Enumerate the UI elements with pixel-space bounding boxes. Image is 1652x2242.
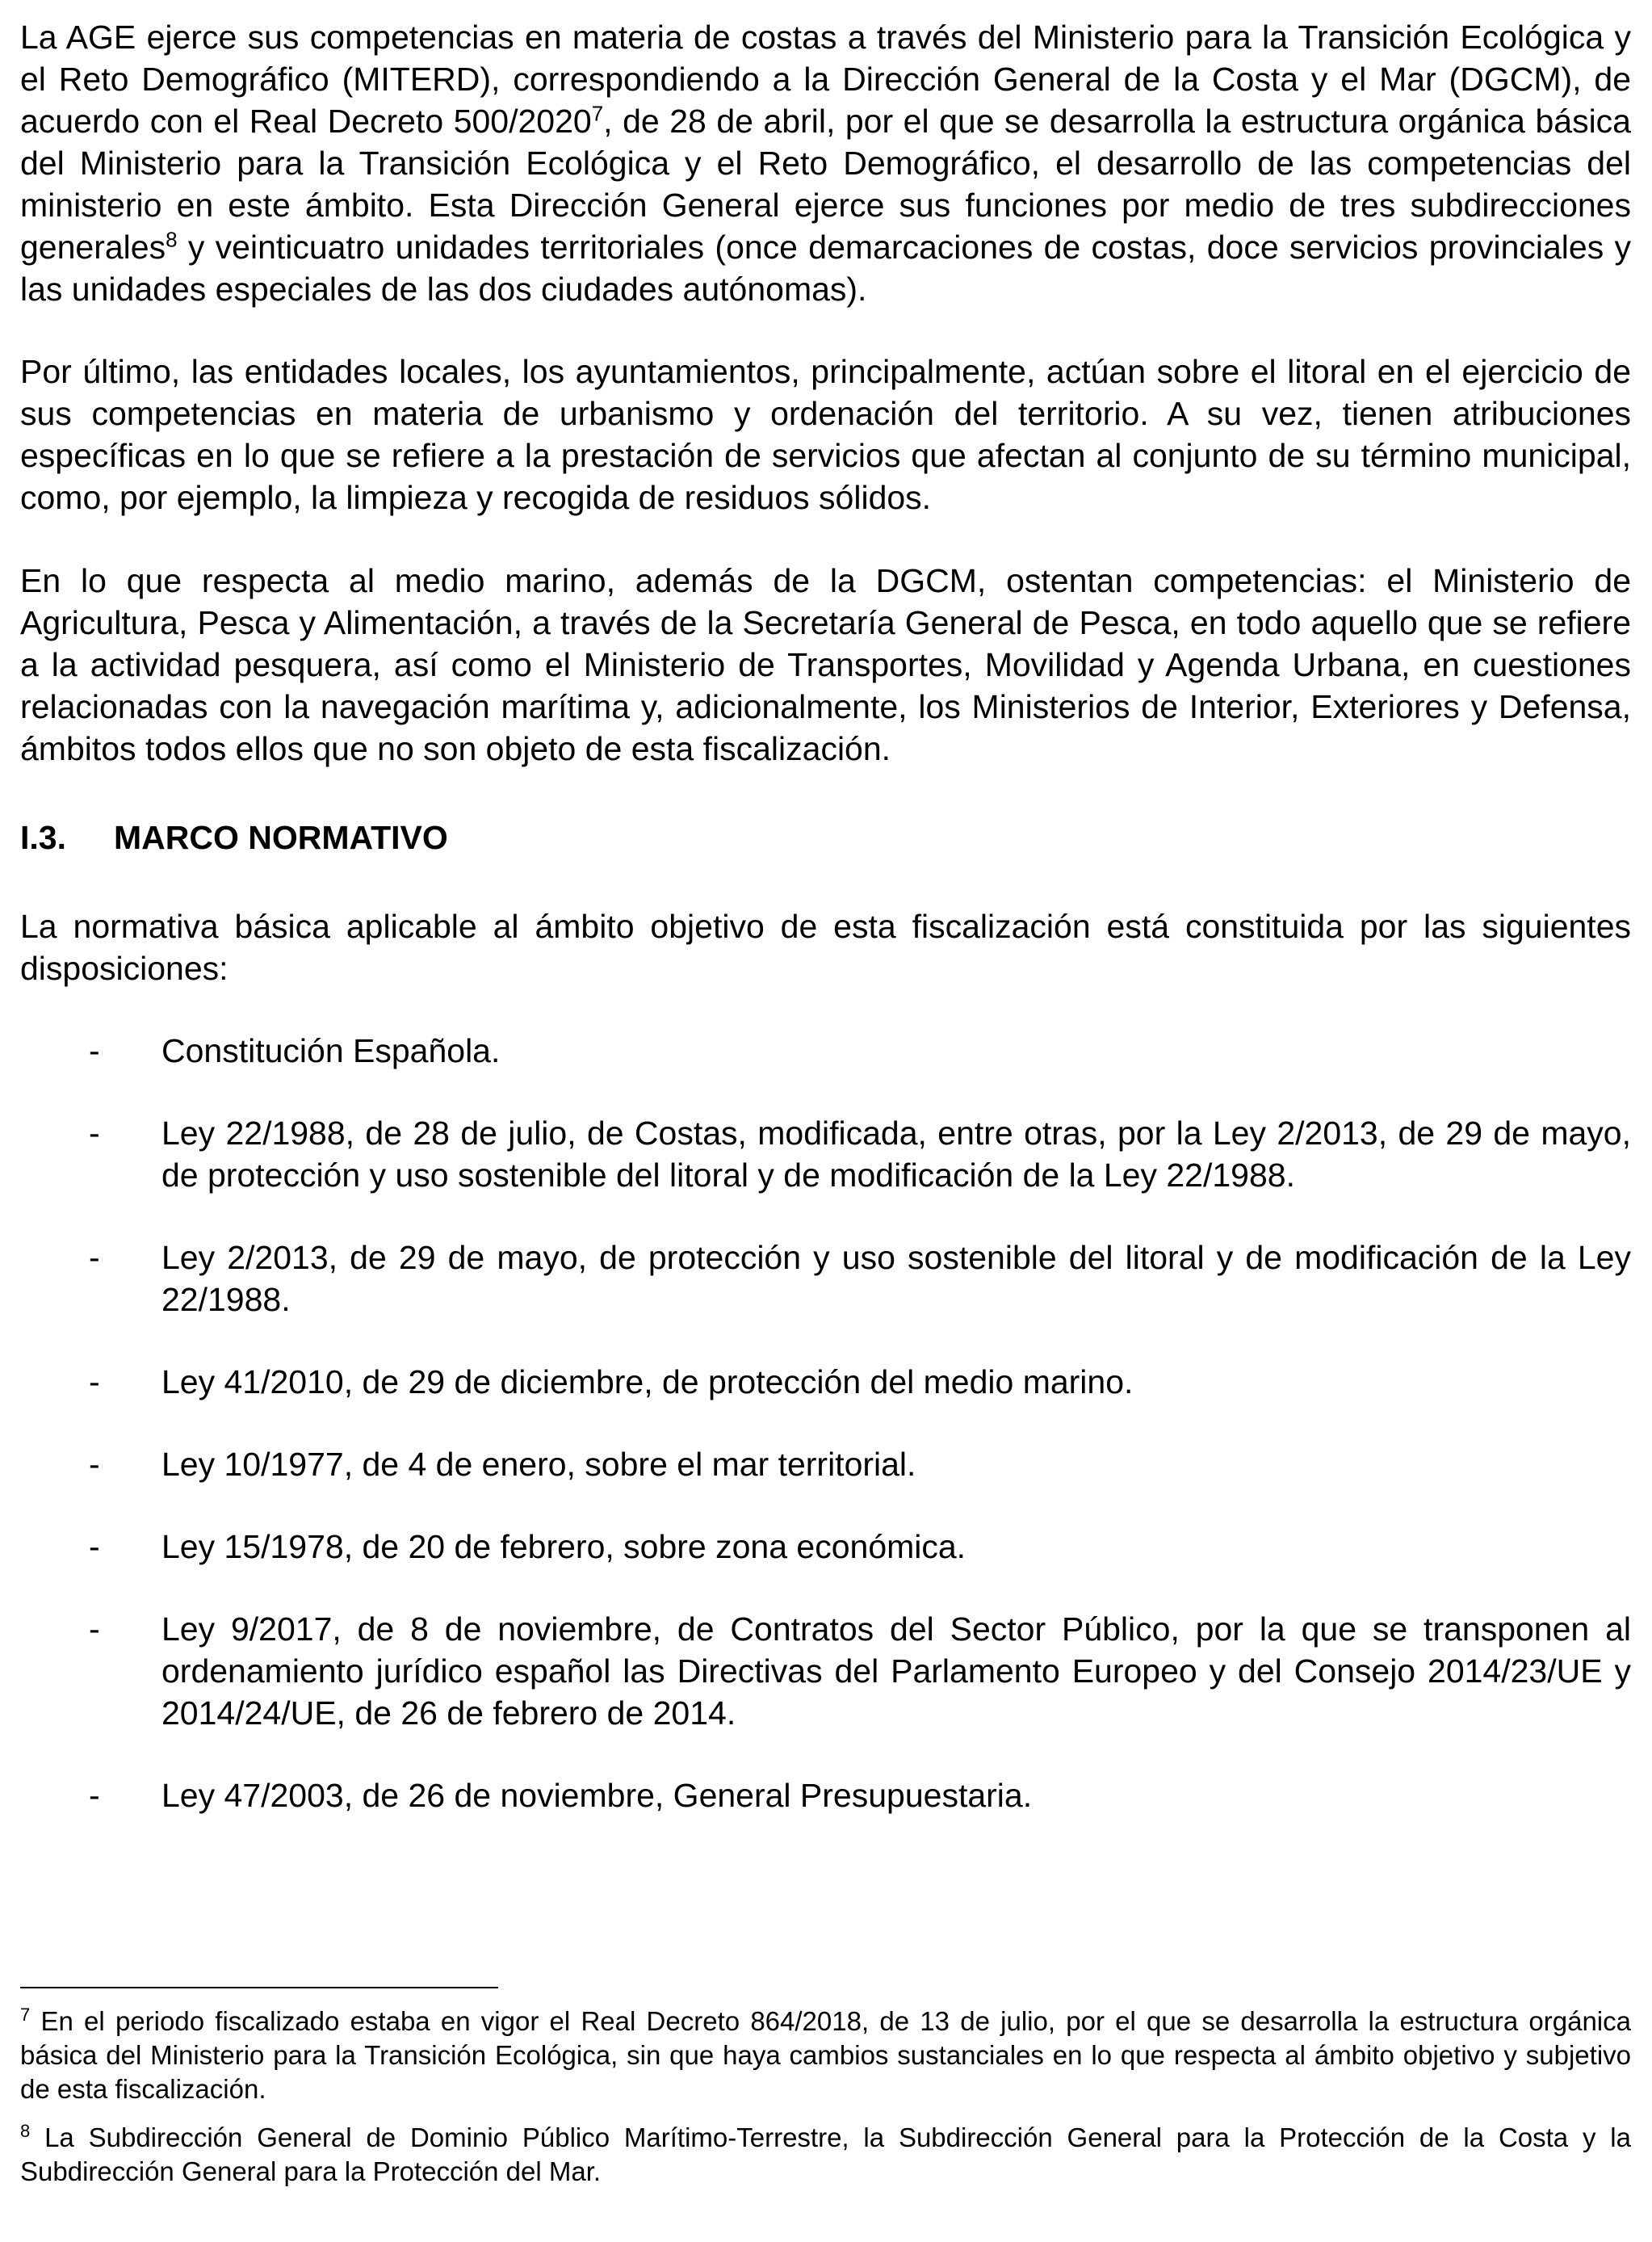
paragraph-text: y veinticuatro unidades territoriales (once demarcaciones de costas, doce servicios provinciales y las unidades especiales de las dos ciudades autónomas). xyxy=(20,229,1631,308)
list-bullet: - xyxy=(89,1032,100,1069)
dispositions-list xyxy=(20,1030,1631,1816)
paragraph-text: La AGE ejerce sus competencias en materia de costas a través del Ministerio para la Transición Ecológica y el Reto Demográfico (MITERD), correspondiendo a la Dirección General de la Costa y el Mar (DGCM), de acuerdo con el Real Decreto 500/2020 xyxy=(20,19,1631,140)
section-title: MARCO NORMATIVO xyxy=(114,819,448,856)
footnote-number: 8 xyxy=(20,2121,31,2141)
list-item-text: Ley 10/1977, de 4 de enero, sobre el mar territorial. xyxy=(161,1446,916,1483)
section-number: I.3. xyxy=(20,819,66,856)
paragraph-text: , de 28 de abril, por el que se desarrolla la estructura orgánica básica del Ministerio para la Transición Ecológica y el Reto Demográfico, el desarrollo de las competencias del ministerio en este ámbito. Esta Dirección General ejerce sus funciones por medio de tres subdirecciones generales xyxy=(20,103,1631,266)
list-item-text: Ley 15/1978, de 20 de febrero, sobre zona económica. xyxy=(161,1528,966,1565)
list-item xyxy=(20,1774,1631,1816)
list-bullet: - xyxy=(89,1363,100,1400)
list-item-text: Ley 47/2003, de 26 de noviembre, General Presupuestaria. xyxy=(161,1777,1033,1814)
list-item xyxy=(20,1608,1631,1734)
list-item xyxy=(20,1112,1631,1196)
paragraph-age-competencias xyxy=(20,16,1631,310)
footnotes-section xyxy=(20,1987,1631,2203)
list-item-text: Ley 2/2013, de 29 de mayo, de protección y uso sostenible del litoral y de modificación de la Ley 22/1988. xyxy=(161,1239,1631,1318)
footnote-8 xyxy=(20,2121,1631,2189)
footnote-text: En el periodo fiscalizado estaba en vigor el Real Decreto 864/2018, de 13 de julio, por el que se desarrolla la estructura orgánica básica del Ministerio para la Transición Ecológica, sin que haya cambios sustanciales en lo que respecta al ámbito objetivo y subjetivo de esta fiscalización. xyxy=(20,2006,1631,2104)
list-bullet: - xyxy=(89,1528,100,1565)
footnote-ref-7[interactable]: 7 xyxy=(591,101,604,126)
list-item-text: Ley 9/2017, de 8 de noviembre, de Contratos del Sector Público, por la que se transponen al ordenamiento jurídico español las Directivas del Parlamento Europeo y del Consejo 2014/23/UE y 2014/24/UE, de 26 de febrero de 2014. xyxy=(161,1610,1631,1732)
list-bullet: - xyxy=(89,1777,100,1814)
list-item xyxy=(20,1526,1631,1568)
document-page xyxy=(20,16,1631,1857)
list-item-text: Ley 41/2010, de 29 de diciembre, de protección del medio marino. xyxy=(161,1363,1134,1400)
list-item xyxy=(20,1443,1631,1485)
footnote-ref-8[interactable]: 8 xyxy=(166,227,178,252)
footnote-text: La Subdirección General de Dominio Público Marítimo-Terrestre, la Subdirección General para la Protección de la Costa y la Subdirección General para la Protección del Mar. xyxy=(20,2122,1631,2186)
list-item-text: Constitución Española. xyxy=(161,1032,501,1069)
list-item xyxy=(20,1361,1631,1403)
paragraph-medio-marino: En lo que respecta al medio marino, además de la DGCM, ostentan competencias: el Ministerio de Agricultura, Pesca y Alimentación, a través de la Secretaría General de Pesca, en todo aquello que se refiere a la actividad pesquera, así como el Ministerio de Transportes, Movilidad y Agenda Urbana, en cuestiones relacionadas con la navegación marítima y, adicionalmente, los Ministerios de Interior, Exteriores y Defensa, ámbitos todos ellos que no son objeto de esta fiscalización. xyxy=(20,562,1631,767)
footnote-number: 7 xyxy=(20,2005,31,2025)
paragraph-normativa-intro: La normativa básica aplicable al ámbito objetivo de esta fiscalización está constituida por las siguientes disposiciones: xyxy=(20,908,1631,987)
list-item xyxy=(20,1030,1631,1072)
list-item xyxy=(20,1236,1631,1320)
list-bullet: - xyxy=(89,1446,100,1483)
list-bullet: - xyxy=(89,1115,100,1152)
paragraph-entidades-locales: Por último, las entidades locales, los ayuntamientos, principalmente, actúan sobre el litoral en el ejercicio de sus competencias en materia de urbanismo y ordenación del territorio. A su vez, tienen atribuciones específicas en lo que se refiere a la prestación de servicios que afectan al conjunto de su término municipal, como, por ejemplo, la limpieza y recogida de residuos sólidos. xyxy=(20,353,1631,516)
list-item-text: Ley 22/1988, de 28 de julio, de Costas, modificada, entre otras, por la Ley 2/2013, de 29 de mayo, de protección y uso sostenible del litoral y de modificación de la Ley 22/1988. xyxy=(161,1115,1631,1194)
footnote-separator xyxy=(20,1987,498,1988)
list-bullet: - xyxy=(89,1239,100,1276)
list-bullet: - xyxy=(89,1610,100,1648)
footnote-7 xyxy=(20,2005,1631,2106)
section-heading xyxy=(20,817,1631,859)
